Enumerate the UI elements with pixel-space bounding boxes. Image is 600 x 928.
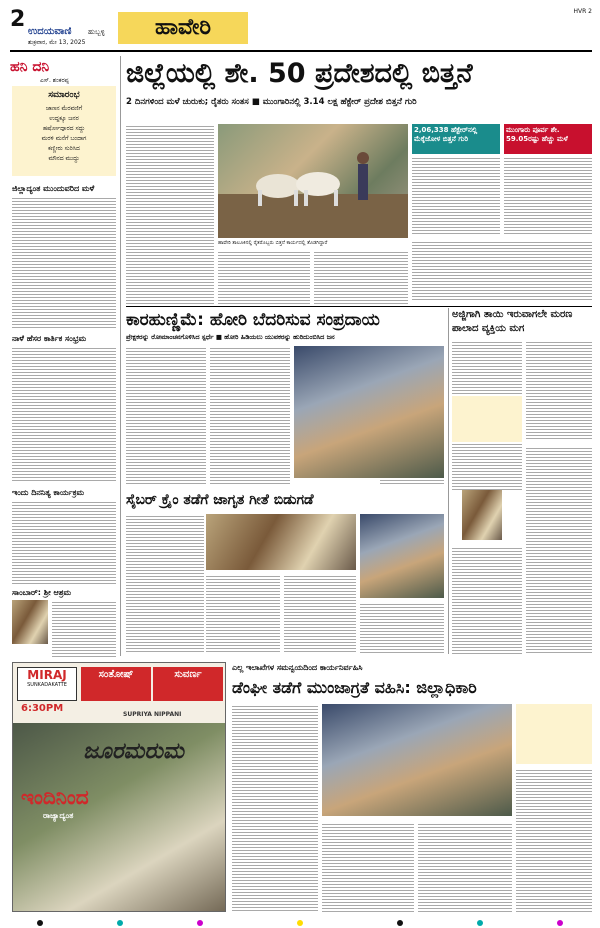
- column-name: ಹನಿ ದನಿ: [10, 59, 50, 75]
- bottom-box: [516, 704, 592, 764]
- column-author: ಎಸ್. ಶಂಕರಪ್ಪ: [40, 77, 69, 84]
- sidebar-divider: [120, 56, 121, 656]
- theatre-name: MIRAJ: [27, 668, 67, 682]
- story2-col3: [380, 478, 444, 486]
- lead-photo-caption: ಹಾವೇರಿ ತಾಲೂಕಿನಲ್ಲಿ ರೈತರೊಬ್ಬರು ಬಿತ್ತನೆ ಕಾರ್ಯದಲ್ಲಿ ತೊಡಗಿದ್ದಾರೆ: [218, 240, 328, 246]
- sidebar-story4-photo: [12, 600, 48, 644]
- theatre-box: [17, 667, 77, 701]
- lead-box1: [412, 124, 500, 154]
- story2-col2: [210, 346, 290, 486]
- ad-release: ಇಂದಿನಿಂದ: [21, 785, 89, 809]
- ad-release-sub: ರಾಜ್ಯಾದ್ಯಂತ: [43, 811, 74, 820]
- theatre-town: SUNKADAKATTE: [27, 682, 67, 688]
- story3-col4: [360, 602, 444, 654]
- story3-photo2: [360, 514, 444, 598]
- date: ಶುಕ್ರವಾರ, ಮೇ 13, 2025: [28, 39, 86, 46]
- masthead-rule: [10, 50, 592, 52]
- page-number: 2: [10, 7, 26, 32]
- lead-col3: [314, 250, 408, 304]
- ad-banner1-text: ಸಂತೋಷ್: [98, 669, 134, 680]
- story4-headline: ಅಜ್ಜಿಗಾಗಿ ತಾಯಿ ಇರುವಾಗಲೇ ಮರಣ ಪಾಲಾದ ವ್ಯಕ್ತಿಯ ಮಗ: [452, 309, 573, 334]
- poem-line: ಮೌನದ ಮುದ್ದು: [48, 155, 80, 162]
- bottom-col3: [418, 822, 512, 912]
- story3-headline: ಸೈಬರ್ ಕ್ರೈಂ ತಡೆಗೆ ಜಾಗೃತ ಗೀತೆ ಬಿಡುಗಡೆ: [126, 492, 314, 508]
- oxen-plough-icon: [218, 124, 408, 238]
- registration-marks-icon: [0, 917, 600, 928]
- paper-name: ಉದಯವಾಣಿ: [28, 26, 72, 37]
- story2-headline: ಕಾರಹುಣ್ಣಿಮೆ: ಹೋರಿ ಬೆದರಿಸುವ ಸಂಪ್ರದಾಯ: [126, 310, 380, 330]
- story3-col3: [284, 574, 356, 654]
- ad-movie-title: ಜೂರಮರುಮ: [83, 739, 184, 764]
- ad-banner2: [153, 667, 223, 701]
- poem-line: ಮರಳಿ ಮನೆಗೆ ಬಂದಾಗ: [41, 135, 87, 142]
- poem-box: [12, 86, 116, 176]
- sidebar-story4-body: [52, 600, 116, 658]
- sidebar-story3-body: [12, 500, 116, 584]
- sidebar-story4-title: ಸಾಂಬಾರ್: ಶ್ರೀ ಆಶ್ರಮ: [12, 588, 72, 597]
- story4-col2: [452, 546, 522, 654]
- lead-box1-text: 2,06,338 ಹೆಕ್ಟೇರ್‌ನಲ್ಲಿ ಮೆಕ್ಕೆಜೋಳ ಬಿತ್ತನೆ ಗುರಿ: [414, 126, 478, 143]
- poem-title: ಸಮಾರಂಭ: [48, 90, 80, 100]
- story2-photo: [294, 346, 444, 478]
- masthead: [10, 8, 592, 50]
- lead-photo: [218, 124, 408, 238]
- lead-col1: [126, 124, 214, 304]
- sidebar-story2-body: [12, 346, 116, 482]
- district-label: ಹಾವೇರಿ: [118, 12, 248, 44]
- story2-col1: [126, 346, 206, 486]
- story4-photo: [462, 490, 502, 540]
- lead-box2-text: ಮುಂಗಾರು ಪೂರ್ವ ಶೇ. 59.05ರಷ್ಟು ಹೆಚ್ಚು ಮಳೆ: [506, 126, 568, 143]
- page-code: HVR 2: [573, 8, 592, 15]
- story3-col2: [206, 574, 280, 654]
- bottom-col2: [322, 822, 414, 912]
- ad-time: 6:30PM: [21, 703, 64, 714]
- sidebar-story2-title: ನಾಳೆ ಹೆಸರ ಕಾರ್ತಿಕ ಸಂಭ್ರಮ: [12, 334, 87, 343]
- story4-quote: [526, 340, 592, 440]
- bottom-col1: [232, 704, 318, 912]
- sidebar-story1-title: ಜಿಲ್ಲಾದ್ಯಂತ ಮುಂದುವರಿದ ಮಳೆ: [12, 184, 95, 193]
- sidebar-story3-title: ಇಂದು ದಿನನಿತ್ಯ ಕಾರ್ಯಕ್ರಮ: [12, 488, 85, 497]
- poem-line: ಜಾಣನ ಮೆರವಣಿಗೆ: [45, 105, 83, 112]
- poem-line: ಉದ್ದಕ್ಕೂ ಜನರ: [49, 115, 79, 122]
- ad-director: SUPRIYA NIPPANI: [123, 711, 182, 718]
- bottom-col4: [516, 768, 592, 912]
- edition: ಹುಬ್ಬಳ್ಳಿ: [88, 28, 105, 36]
- story4-box: [452, 396, 522, 442]
- ad-banner2-text: ಸುವರ್ಣ: [174, 669, 202, 680]
- ad-banner1: [81, 667, 151, 701]
- lead-box2-body: [504, 156, 592, 234]
- story2-subhead: ಪ್ರೇಕ್ಷಕರನ್ನು ರೋಮಾಂಚನಗೊಳಿಸಿದ ಸ್ಪರ್ಧೆ ■ ಹೋರಿ ಹಿಡಿಯಲು ಯುವಕರನ್ನು ಹುರಿದುಂಬಿಸಿದ ಜನ: [126, 333, 335, 341]
- story3-photo1: [206, 514, 356, 570]
- bottom-photo: [322, 704, 512, 816]
- story4-col3: [526, 446, 592, 654]
- bottom-headline: ಡೆಂಘೀ ತಡೆಗೆ ಮುಂಜಾಗ್ರತೆ ವಹಿಸಿ: ಜಿಲ್ಲಾಧಿಕಾರಿ: [232, 678, 477, 697]
- lead-quote: [412, 240, 592, 300]
- lead-col2: [218, 250, 310, 304]
- lead-rule: [126, 306, 592, 307]
- lead-headline: ಜಿಲ್ಲೆಯಲ್ಲಿ ಶೇ. 50 ಪ್ರದೇಶದಲ್ಲಿ ಬಿತ್ತನೆ: [126, 58, 473, 89]
- print-marks: [0, 914, 600, 926]
- column-logo: [10, 56, 118, 76]
- story3-col1: [126, 514, 204, 654]
- movie-ad: [12, 662, 226, 912]
- sidebar-story1-body: [12, 196, 116, 328]
- poem-line: ಹರ್ಷೋದ್ಗಾರದ ಸದ್ದು: [43, 125, 85, 132]
- lead-box2: [504, 124, 592, 154]
- lead-box1-body: [412, 156, 500, 234]
- bottom-kicker: ಎಲ್ಲ ಇಲಾಖೆಗಳ ಸಮನ್ವಯದಿಂದ ಕಾರ್ಯನಿರ್ವಹಿಸಿ: [232, 663, 363, 672]
- poem-line: ಕಣ್ಣೀರು ಸುರಿಸಿದ: [48, 145, 80, 152]
- lead-subhead: 2 ದಿನಗಳಿಂದ ಮಳೆ ಚುರುಕು; ರೈತರು ಸಂತಸ ■ ಮುಂಗಾರಿನಲ್ಲಿ 3.14 ಲಕ್ಷ ಹೆಕ್ಟೇರ್ ಪ್ರದೇಶ ಬಿತ್ತನೆ ಗುರಿ: [126, 97, 417, 107]
- story4-divider: [448, 308, 449, 654]
